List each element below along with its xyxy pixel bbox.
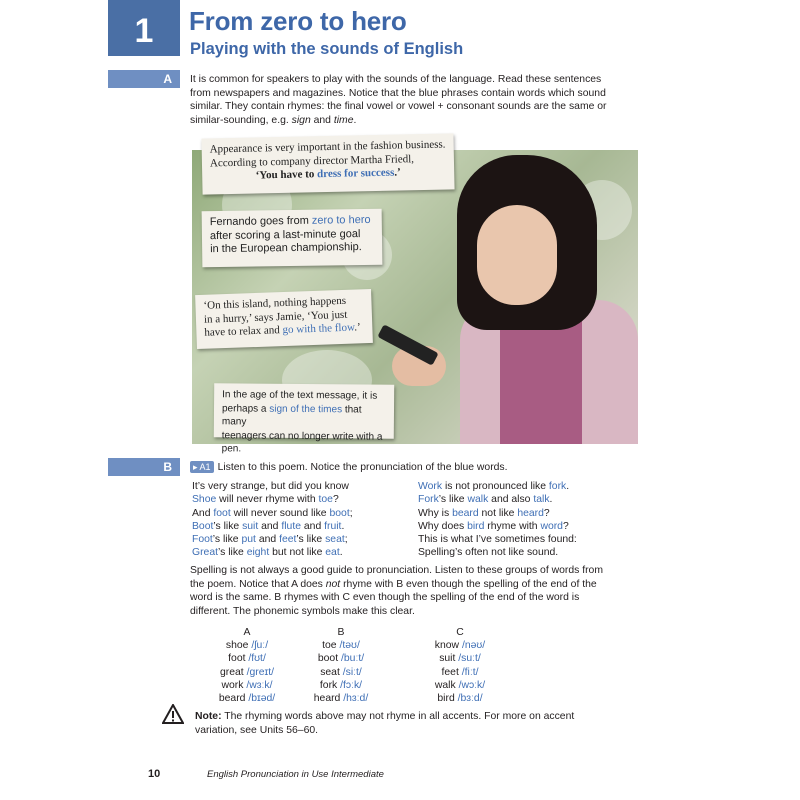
quote-note-1: [201, 133, 454, 194]
section-a-intro: It is common for speakers to play with the sounds of the language. Read these sentences from newspapers and magazines. Notice that the blue phrases contain words which sound similar. They contain rhymes: the final vowel or vowel + consonant sounds are the same or similar-sounding, e.g. sign and time.: [190, 74, 607, 126]
quote-note-2: [202, 209, 383, 268]
word-row: bird /bɜːd/: [437, 693, 483, 705]
poem-left-column: [192, 480, 353, 560]
word-row: heard /hɜːd/: [313, 693, 369, 705]
note-line: ‘You have to dress for success.’: [255, 166, 401, 182]
audio-track-badge[interactable]: ▸ A1: [190, 461, 214, 473]
note-line: after scoring a last-minute goal: [209, 227, 361, 242]
word-row: shoe /ʃuː/: [225, 640, 269, 652]
unit-title: From zero to hero: [189, 6, 407, 36]
poem-line: Great’s like eight but not like eat.: [192, 547, 343, 559]
note-line: teenagers can no longer write with a pen.: [221, 429, 383, 455]
accent-note: Note: The rhyming words above may not rhyme in all accents. For more on accent variation, see Units 56–60.: [195, 711, 575, 736]
note-line: have to relax and go with the flow.’: [204, 321, 361, 339]
note-line: in a hurry,’ says Jamie, ‘You just: [203, 308, 348, 326]
word-column-c: [410, 626, 510, 705]
word-row: beard /bɪəd/: [218, 693, 276, 705]
poem-line: Why does bird rhyme with word?: [418, 520, 569, 532]
word-row: walk /wɔːk/: [434, 679, 486, 691]
word-row: great /ɡreɪt/: [220, 666, 274, 678]
word-row: fork /fɔːk/: [319, 679, 363, 691]
note-line: In the age of the text message, it is: [222, 389, 378, 402]
word-row: seat /siːt/: [320, 666, 362, 678]
unit-number-badge: 1: [108, 0, 180, 56]
word-row: know /nəʊ/: [434, 640, 486, 652]
quote-note-3: [195, 289, 373, 349]
word-row: work /wɜːk/: [221, 679, 273, 691]
poem-line: Boot’s like suit and flute and fruit.: [192, 520, 345, 532]
note-line: According to company director Martha Friedl,: [209, 152, 415, 169]
word-row: foot /fʊt/: [228, 653, 266, 665]
warning-icon: [162, 704, 184, 724]
section-b-label: B: [108, 458, 180, 476]
section-a-label: A: [108, 70, 180, 88]
word-column-header: A: [243, 627, 251, 638]
poem-line: Why is beard not like heard?: [418, 507, 550, 519]
word-row: toe /təʊ/: [322, 640, 360, 652]
word-row: boot /buːt/: [317, 653, 365, 665]
word-column-header: C: [456, 627, 464, 638]
quote-note-4: [214, 383, 394, 455]
poem-line: Foot’s like put and feet’s like seat;: [192, 534, 348, 546]
word-row: feet /fiːt/: [441, 666, 479, 678]
poem-line: It’s very strange, but did you know: [192, 481, 349, 492]
poem-line: And foot will never sound like boot;: [192, 507, 353, 519]
poem-line: Shoe will never rhyme with toe?: [192, 494, 339, 506]
poem-line: Work is not pronounced like fork.: [418, 481, 570, 492]
poem-right-column: [418, 480, 577, 560]
word-column-a: [197, 626, 297, 705]
note-line: perhaps a sign of the times that many: [221, 402, 362, 428]
section-b-explanation: Spelling is not always a good guide to pronunciation. Listen to these groups of words from the poem. Notice that A does not rhyme with B even though the spelling of the end of the word is the same. B rhymes with C even though the spelling of the end of the word is different. The phonemic symbols make this clear.: [190, 565, 603, 617]
word-column-b: [291, 626, 391, 705]
book-title: English Pronunciation in Use Intermediate: [207, 769, 384, 780]
note-line: in the European championship.: [210, 241, 362, 256]
unit-subtitle: Playing with the sounds of English: [190, 40, 464, 58]
poem-line: This is what I’ve sometimes found:: [418, 534, 577, 546]
note-line: Fernando goes from zero to hero: [209, 213, 371, 229]
word-column-header: B: [337, 627, 345, 638]
note-line: Appearance is very important in the fashion business.: [209, 138, 446, 156]
page-number: 10: [148, 768, 161, 780]
poem-line: Spelling’s often not like sound.: [418, 547, 559, 559]
word-row: suit /suːt/: [439, 653, 481, 665]
note-line: ‘On this island, nothing happens: [203, 294, 347, 312]
poem-line: Fork’s like walk and also talk.: [418, 494, 553, 506]
section-b-instruction: ▸ A1 Listen to this poem. Notice the pronunciation of the blue words.: [190, 461, 630, 475]
speaker-icon: ▸: [193, 462, 198, 472]
